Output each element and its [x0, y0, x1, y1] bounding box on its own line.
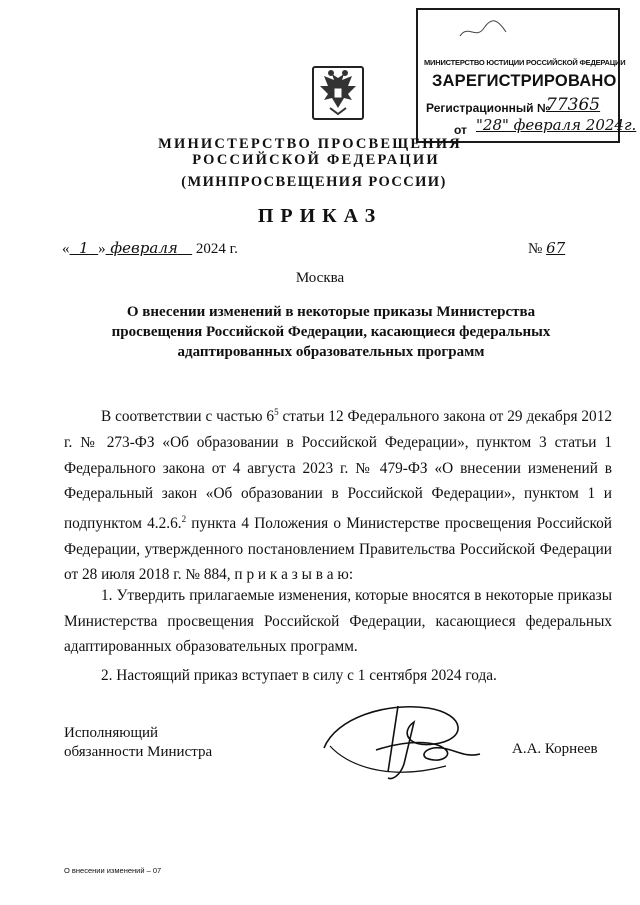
- city: Москва: [295, 270, 345, 286]
- date-month: февраля: [110, 239, 178, 257]
- superscript: 2: [181, 513, 187, 524]
- order-number-label: №: [528, 241, 543, 257]
- date-quote-close: »: [98, 241, 106, 257]
- date-day: 1: [79, 239, 89, 257]
- handwritten-signature-icon: [316, 694, 496, 786]
- order-date: [62, 239, 238, 258]
- superscript: 5: [274, 407, 279, 417]
- stamp-number-value: 77365: [546, 95, 601, 115]
- stamp-date-label: от: [454, 123, 467, 137]
- ministry-name-line2: РОССИЙСКОЙ ФЕДЕРАЦИИ: [192, 152, 440, 168]
- order-number-value: 67: [546, 239, 566, 257]
- ministry-short-name: (МИНПРОСВЕЩЕНИЯ РОССИИ): [181, 174, 447, 190]
- footer-code: О внесении изменений – 07: [64, 866, 162, 875]
- document-title: ПРИКАЗ: [257, 205, 383, 227]
- date-year: 2024 г.: [195, 241, 238, 257]
- stamp-scribble-icon: [458, 14, 518, 44]
- stamp-registered: ЗАРЕГИСТРИРОВАНО: [432, 72, 617, 90]
- signer-role: Исполняющий обязанности Министра: [64, 725, 213, 760]
- order-subject: О внесении изменений в некоторые приказы Министерства просвещения Российской Федерации, касающиеся федеральных адаптированных образовательных программ: [111, 304, 551, 360]
- stamp-number-label: Регистрационный №: [426, 101, 551, 115]
- date-quote-open: «: [62, 241, 70, 257]
- coat-of-arms-icon: [310, 64, 366, 122]
- ministry-name-line1: МИНИСТЕРСТВО ПРОСВЕЩЕНИЯ: [158, 136, 462, 152]
- order-number: [528, 239, 565, 258]
- signer-name: А.А. Корнеев: [512, 741, 598, 757]
- stamp-ministry: МИНИСТЕРСТВО ЮСТИЦИИ РОССИЙСКОЙ ФЕДЕРАЦИИ: [424, 58, 626, 67]
- body-paragraph-3: 2. Настоящий приказ вступает в силу с 1 сентября 2024 года.: [101, 667, 497, 684]
- stamp-date-value: "28" февраля 2024г.: [476, 116, 637, 134]
- body-paragraph-1: В соответствии с частью $6^5$ статьи 12 Федерального закона от 29 декабря 2012 г. № 273-ФЗ «Об образовании в Российской Федерации», пунктом 3 статьи 1 Федерального закона от 4 августа 2023 г. № 479-ФЗ «О внесении изменений в Федеральный закон «Об образовании в Российской Федерации», пунктом 1 и подпунктом 4.2.6.$^2$ пункта 4 Положения о Министерстве просвещения Российской Федерации, утвержденного постановлением Правительства Российской Федерации от 28 июля 2018 г. № 884, п р и к а з ы в а ю:: [64, 407, 613, 584]
- registration-stamp: [416, 8, 637, 143]
- body-paragraph-2: 1. Утвердить прилагаемые изменения, которые вносятся в некоторые приказы Министерства просвещения Российской Федерации, касающиеся федеральных адаптированных образовательных программ.: [64, 587, 612, 656]
